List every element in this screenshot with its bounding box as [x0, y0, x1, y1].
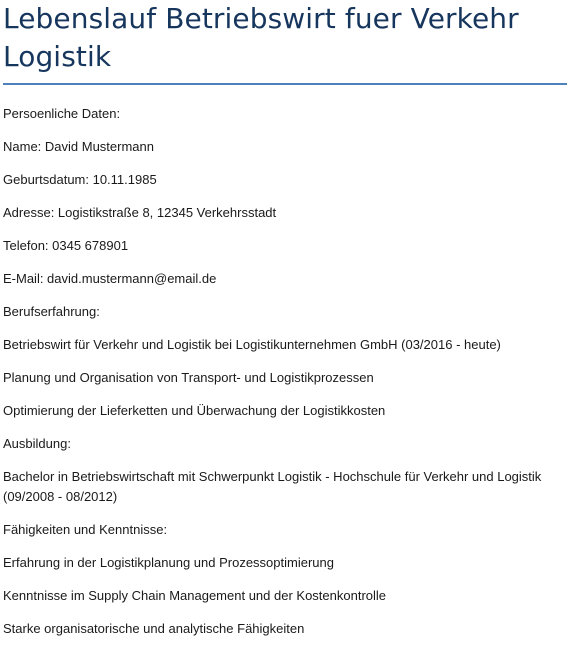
- document-body: [3, 104, 567, 639]
- skill-1: Erfahrung in der Logistikplanung und Prozessoptimierung: [3, 555, 334, 570]
- personal-birthdate: Geburtsdatum: 10.11.1985: [3, 172, 157, 187]
- experience-task-1: Planung und Organisation von Transport- und Logistikprozessen: [3, 370, 374, 385]
- personal-email: E-Mail: david.mustermann@email.de: [3, 271, 217, 286]
- section-heading-education: Ausbildung:: [3, 436, 71, 451]
- title-divider: [3, 83, 567, 85]
- experience-position: Betriebswirt für Verkehr und Logistik bei Logistikunternehmen GmbH (03/2016 - heute): [3, 337, 501, 352]
- experience-task-2: Optimierung der Lieferketten und Überwachung der Logistikkosten: [3, 403, 386, 418]
- education-degree: Bachelor in Betriebswirtschaft mit Schwerpunkt Logistik - Hochschule für Verkehr und Logistik (09/2008 - 08/2012): [3, 469, 542, 504]
- personal-phone: Telefon: 0345 678901: [3, 238, 129, 253]
- skill-2: Kenntnisse im Supply Chain Management und der Kostenkontrolle: [3, 588, 387, 603]
- document-title: Lebenslauf Betriebswirt fuer Verkehr Logistik: [3, 2, 519, 73]
- document-page: [3, 0, 567, 652]
- personal-name: Name: David Mustermann: [3, 139, 154, 154]
- section-heading-personal: Persoenliche Daten:: [3, 106, 121, 121]
- personal-address: Adresse: Logistikstraße 8, 12345 Verkehrsstadt: [3, 205, 277, 220]
- skill-3: Starke organisatorische und analytische Fähigkeiten: [3, 621, 305, 636]
- section-heading-skills: Fähigkeiten und Kenntnisse:: [3, 522, 168, 537]
- section-heading-experience: Berufserfahrung:: [3, 304, 100, 319]
